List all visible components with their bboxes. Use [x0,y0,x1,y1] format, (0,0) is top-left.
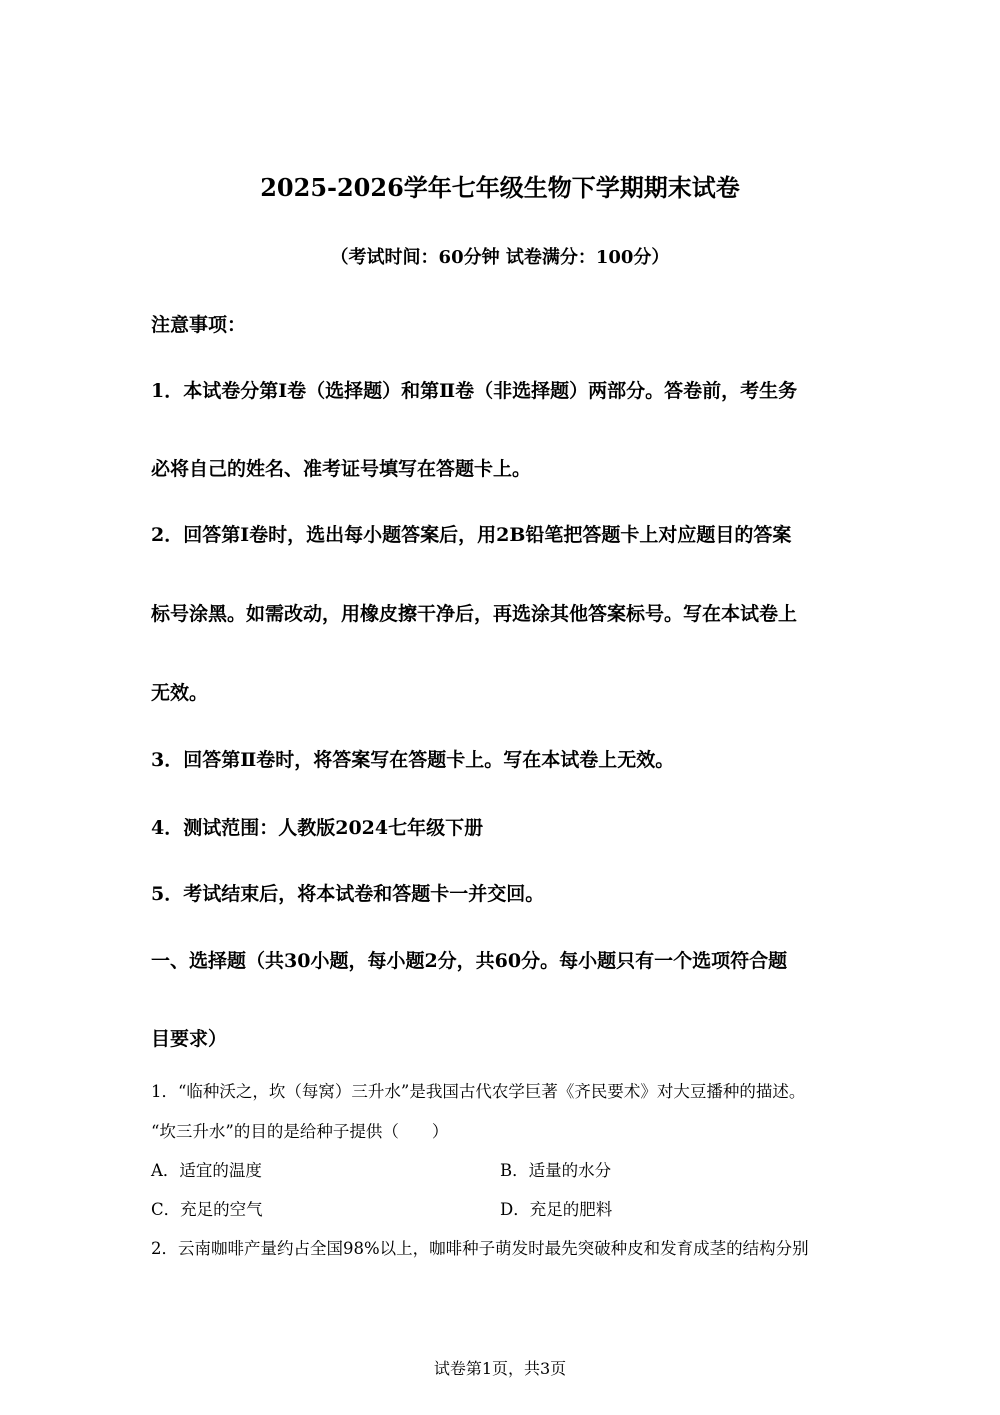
notice-heading: 注意事项： [151,314,247,336]
notice-line: 标号涂黑。如需改动，用橡皮擦干净后，再选涂其他答案标号。写在本试卷上 [151,603,798,625]
question-1-option-b: B．适量的水分 [500,1161,612,1180]
question-1-option-c: C．充足的空气 [151,1200,263,1219]
question-2-stem: 2．云南咖啡产量约占全国98%以上，咖啡种子萌发时最先突破种皮和发育成茎的结构分别 [151,1239,809,1258]
exam-subtitle: （考试时间：60分钟 试卷满分：100分） [330,247,670,268]
notice-line: 4．测试范围：人教版2024七年级下册 [151,817,484,839]
section-heading: 一、选择题（共30小题，每小题2分，共60分。每小题只有一个选项符合题 [151,950,788,972]
notice-line: 2．回答第Ⅰ卷时，选出每小题答案后，用2B铅笔把答题卡上对应题目的答案 [151,524,792,546]
question-1-stem-cont: “坎三升水”的目的是给种子提供（ ） [151,1122,449,1141]
section-heading-cont: 目要求） [151,1028,228,1050]
notice-line: 必将自己的姓名、准考证号填写在答题卡上。 [151,458,532,480]
notice-line: 1．本试卷分第Ⅰ卷（选择题）和第Ⅱ卷（非选择题）两部分。答卷前，考生务 [151,380,798,402]
notice-line: 5．考试结束后，将本试卷和答题卡一并交回。 [151,883,545,905]
notice-line: 无效。 [151,682,209,704]
page-footer: 试卷第1页，共3页 [433,1359,567,1378]
question-1-stem: 1．“临种沃之，坎（每窝）三升水”是我国古代农学巨著《齐民要术》对大豆播种的描述。 [151,1082,806,1101]
exam-title: 2025-2026学年七年级生物下学期期末试卷 [260,173,740,202]
notice-line: 3．回答第Ⅱ卷时，将答案写在答题卡上。写在本试卷上无效。 [151,749,675,771]
question-1-option-d: D．充足的肥料 [500,1200,613,1219]
question-1-option-a: A．适宜的温度 [151,1161,262,1180]
